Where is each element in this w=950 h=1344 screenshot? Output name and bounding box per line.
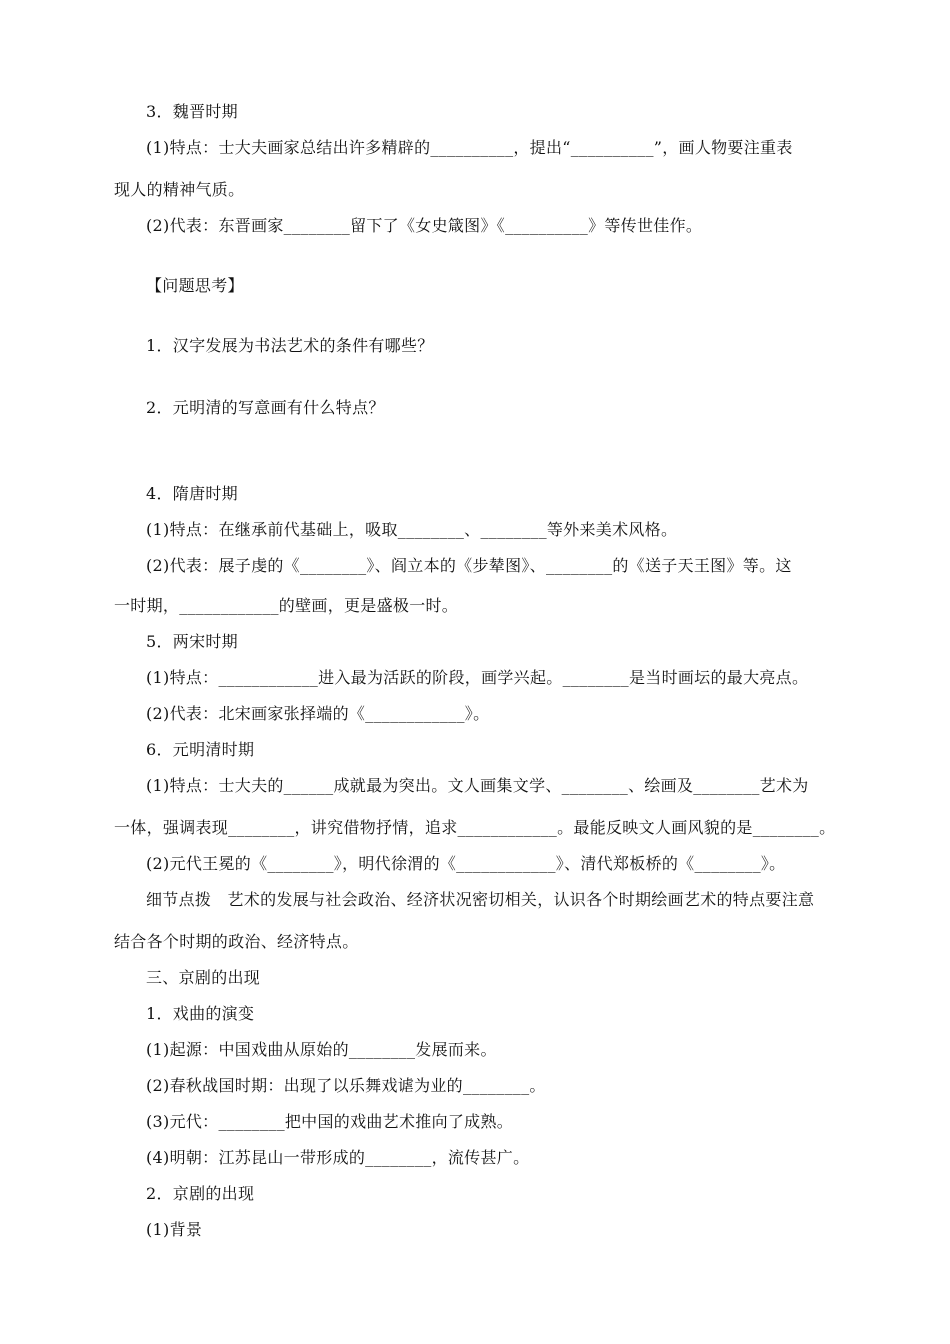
weijin-representative: (2)代表：东晋画家________留下了《女史箴图》《__________》等传世佳作。 — [146, 216, 703, 235]
detail-tip-line2: 结合各个时期的政治、经济特点。 — [114, 932, 359, 951]
suitang-representative-line1: (2)代表：展子虔的《________》、阎立本的《步辇图》、________的《送子天王图》等。这 — [146, 556, 792, 575]
opera-spring-autumn: (2)春秋战国时期：出现了以乐舞戏谑为业的________。 — [146, 1076, 546, 1095]
subheading-peking-opera-emergence: 2．京剧的出现 — [146, 1184, 255, 1203]
section-heading-peking-opera: 三、京剧的出现 — [146, 968, 261, 987]
liangsong-feature: (1)特点：____________进入最为活跃的阶段，画学兴起。________是当时画坛的最大亮点。 — [146, 668, 809, 687]
yuanmingqing-representative: (2)元代王冕的《________》，明代徐渭的《____________》、清代郑板桥的《________》。 — [146, 854, 786, 873]
yuanmingqing-feature-line1: (1)特点：士大夫的______成就最为突出。文人画集文学、________、绘画及________艺术为 — [146, 776, 809, 795]
yuanmingqing-feature-line2: 一体，强调表现________，讲究借物抒情，追求____________。最能反映文人画风貌的是________。 — [114, 818, 836, 837]
section-heading-yuanmingqing: 6．元明清时期 — [146, 740, 255, 759]
section-heading-liangsong: 5．两宋时期 — [146, 632, 238, 651]
peking-opera-background: (1)背景 — [146, 1220, 203, 1239]
suitang-representative-line2: 一时期，____________的壁画，更是盛极一时。 — [114, 596, 459, 615]
question-heading: 【问题思考】 — [146, 276, 244, 295]
subheading-opera-evolution: 1．戏曲的演变 — [146, 1004, 255, 1023]
opera-yuan: (3)元代：________把中国的戏曲艺术推向了成熟。 — [146, 1112, 514, 1131]
section-heading-weijin: 3．魏晋时期 — [146, 102, 238, 121]
opera-ming: (4)明朝：江苏昆山一带形成的________，流传甚广。 — [146, 1148, 530, 1167]
detail-tip-line1: 细节点拨 艺术的发展与社会政治、经济状况密切相关，认识各个时期绘画艺术的特点要注意 — [146, 890, 815, 909]
suitang-feature: (1)特点：在继承前代基础上，吸取________、________等外来美术风格。 — [146, 520, 678, 539]
opera-origin: (1)起源：中国戏曲从原始的________发展而来。 — [146, 1040, 497, 1059]
question-2: 2．元明清的写意画有什么特点？ — [146, 398, 385, 417]
question-1: 1．汉字发展为书法艺术的条件有哪些？ — [146, 336, 434, 355]
section-heading-suitang: 4．隋唐时期 — [146, 484, 238, 503]
liangsong-representative: (2)代表：北宋画家张择端的《____________》。 — [146, 704, 490, 723]
weijin-feature-line2: 现人的精神气质。 — [114, 180, 245, 199]
weijin-feature-line1: (1)特点：士大夫画家总结出许多精辟的__________，提出“__________”，画人物要注重表 — [146, 138, 793, 157]
